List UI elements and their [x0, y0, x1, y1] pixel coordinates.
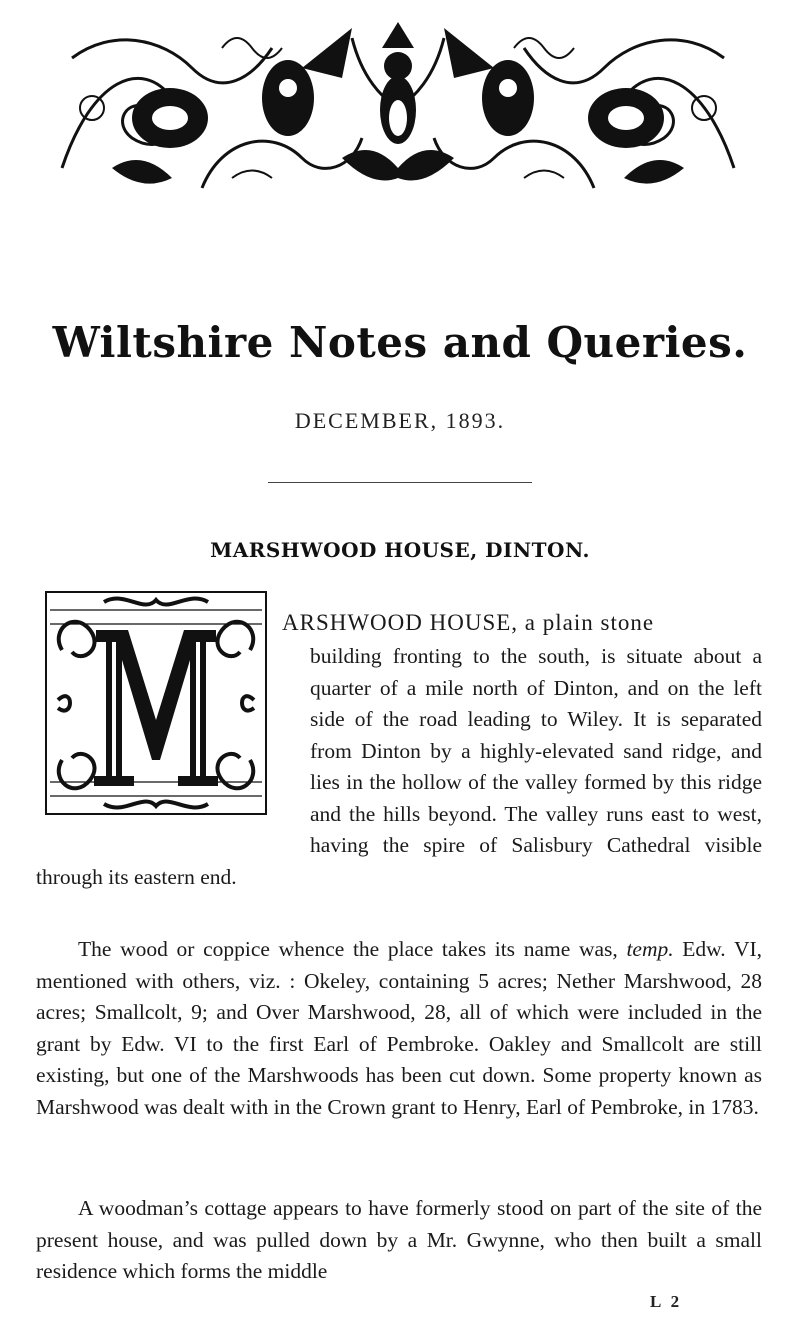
paragraph-2-text: Edw. VI, mentioned with others, viz. : Okeley, containing 5 acres; Nether Marshwood, 28 acres; Smallcolt, 9; and Over Marshwood, 28, all of which were included in the grant by Edw. VI to the first Earl of Pembroke. Oakley and Smallcolt are still existing, but one of the Marshwoods has been cut down. Some property known as Marshwood was dealt with in the Crown grant to Henry, Earl of Pembroke, in 1783.: [36, 937, 763, 1119]
paragraph-1-text: building fronting to the south, is situate about a quarter of a mile north of Dinton, and on the left side of the road leading to Wiley. It is separated from Dinton by a highly-elevated sand ridge, and lies in the hollow of the valley formed by this ridge and the hills beyond. The valley runs east to west, having the spire of Salisbury Cathedral visible through its eastern end.: [36, 644, 762, 889]
divider-rule: [268, 482, 532, 483]
signature-mark: L 2: [650, 1292, 683, 1311]
paragraph-2-start: The wood or coppice whence the place takes its name was,: [78, 937, 618, 961]
paragraph-3: A woodman’s cottage appears to have formerly stood on part of the site of the present house, and was pulled down by a Mr. Gwynne, who then built a small residence which forms the middle: [36, 1196, 762, 1283]
temp-abbreviation: temp.: [626, 937, 674, 961]
paragraph-1: [36, 641, 762, 893]
first-line-text: ARSHWOOD HOUSE, a plain stone: [282, 610, 655, 635]
article-title: MARSHWOOD HOUSE, DINTON.: [210, 538, 590, 562]
paragraph-2: [36, 934, 762, 1123]
first-line: [282, 610, 760, 636]
initial-spacer: [36, 641, 310, 831]
issue-date: DECEMBER, 1893.: [294, 408, 506, 433]
journal-masthead: Wiltshire Notes and Queries.: [52, 318, 748, 367]
grotesque-ornament-icon: [52, 18, 744, 194]
